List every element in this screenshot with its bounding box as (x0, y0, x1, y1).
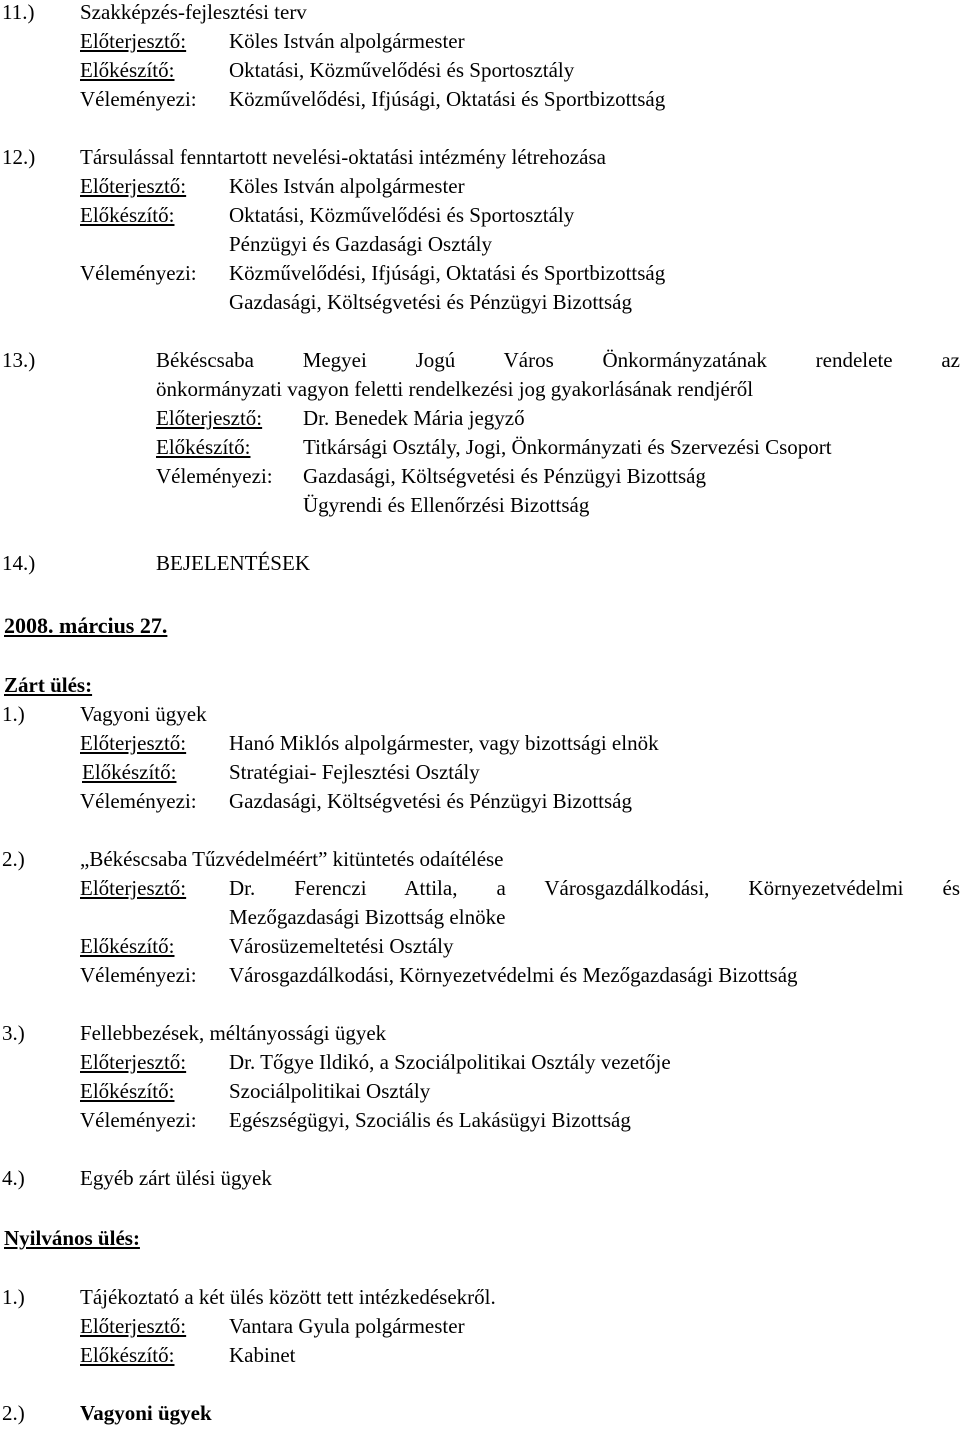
role-label-preparer: Előkészítő: (80, 1079, 175, 1103)
role-value: Hanó Miklós alpolgármester, vagy bizottsági elnök (229, 731, 659, 755)
role-value: Gazdasági, Költségvetési és Pénzügyi Bizottság (229, 789, 632, 813)
role-value: Kabinet (229, 1343, 296, 1367)
role-label-reviewer: Véleményezi: (156, 464, 273, 488)
item-number: 13.) (2, 348, 36, 372)
role-label-reviewer: Véleményezi: (80, 1108, 197, 1132)
section-heading-closed-session: Zárt ülés: (4, 673, 93, 697)
role-value: Stratégiai- Fejlesztési Osztály (229, 760, 480, 784)
role-label-preparer: Előkészítő: (80, 58, 175, 82)
role-label-reviewer: Véleményezi: (80, 963, 197, 987)
item-number: 3.) (2, 1021, 25, 1045)
role-value: Pénzügyi és Gazdasági Osztály (229, 232, 493, 256)
role-value: Ügyrendi és Ellenőrzési Bizottság (303, 493, 590, 517)
role-value: Titkársági Osztály, Jogi, Önkormányzati és Szervezési Csoport (303, 435, 832, 459)
role-label-presenter: Előterjesztő: (80, 731, 187, 755)
item-number: 12.) (2, 145, 36, 169)
role-value: Városüzemeltetési Osztály (229, 934, 454, 958)
role-value: Köles István alpolgármester (229, 29, 465, 53)
role-value: Dr. Benedek Mária jegyző (303, 406, 525, 430)
role-value: Gazdasági, Költségvetési és Pénzügyi Bizottság (303, 464, 706, 488)
role-value: Mezőgazdasági Bizottság elnöke (229, 905, 506, 929)
role-label-preparer: Előkészítő: (156, 435, 251, 459)
role-value: Közművelődési, Ifjúsági, Oktatási és Sportbizottság (229, 87, 666, 111)
role-label-preparer: Előkészítő: (80, 203, 175, 227)
role-value: Köles István alpolgármester (229, 174, 465, 198)
item-number: 2.) (2, 1401, 25, 1425)
role-value: Oktatási, Közművelődési és Sportosztály (229, 203, 575, 227)
role-value: Oktatási, Közművelődési és Sportosztály (229, 58, 575, 82)
item-title: Fellebbezések, méltányossági ügyek (80, 1021, 387, 1045)
role-value: Dr. Ferenczi Attila, a Városgazdálkodási, Környezetvédelmi és (229, 876, 960, 900)
item-number: 14.) (2, 551, 36, 575)
role-value: Városgazdálkodási, Környezetvédelmi és Mezőgazdasági Bizottság (229, 963, 798, 987)
item-title: Tájékoztató a két ülés között tett intézkedésekről. (80, 1285, 496, 1309)
role-label-preparer: Előkészítő: (80, 1343, 175, 1367)
item-number: 11.) (2, 0, 35, 24)
role-label-preparer: Előkészítő: (82, 760, 177, 784)
item-number: 4.) (2, 1166, 25, 1190)
section-heading-public-session: Nyilvános ülés: (4, 1226, 140, 1250)
role-label-reviewer: Véleményezi: (80, 789, 197, 813)
item-title: Szakképzés-fejlesztési terv (80, 0, 307, 24)
item-number: 1.) (2, 1285, 25, 1309)
item-number: 2.) (2, 847, 25, 871)
role-label-preparer: Előkészítő: (80, 934, 175, 958)
role-label-presenter: Előterjesztő: (80, 174, 187, 198)
role-value: Dr. Tőgye Ildikó, a Szociálpolitikai Osztály vezetője (229, 1050, 671, 1074)
role-label-presenter: Előterjesztő: (156, 406, 263, 430)
item-title-continuation: önkormányzati vagyon feletti rendelkezési jog gyakorlásának rendjéről (156, 377, 754, 401)
item-title: Társulással fenntartott nevelési-oktatási intézmény létrehozása (80, 145, 606, 169)
role-value: Gazdasági, Költségvetési és Pénzügyi Bizottság (229, 290, 632, 314)
item-title: Vagyoni ügyek (80, 702, 207, 726)
role-value: Szociálpolitikai Osztály (229, 1079, 431, 1103)
role-label-presenter: Előterjesztő: (80, 1314, 187, 1338)
role-value: Közművelődési, Ifjúsági, Oktatási és Sportbizottság (229, 261, 666, 285)
role-value: Vantara Gyula polgármester (229, 1314, 465, 1338)
role-label-presenter: Előterjesztő: (80, 29, 187, 53)
role-label-presenter: Előterjesztő: (80, 1050, 187, 1074)
role-label-reviewer: Véleményezi: (80, 87, 197, 111)
item-number: 1.) (2, 702, 25, 726)
item-title: Egyéb zárt ülési ügyek (80, 1166, 272, 1190)
item-title: Békéscsaba Megyei Jogú Város Önkormányzatának rendelete az (156, 348, 960, 372)
role-value: Egészségügyi, Szociális és Lakásügyi Bizottság (229, 1108, 631, 1132)
item-title: Vagyoni ügyek (80, 1401, 212, 1425)
date-heading: 2008. március 27. (4, 613, 168, 638)
item-title: „Békéscsaba Tűzvédelméért” kitüntetés odaítélése (80, 847, 504, 871)
role-label-reviewer: Véleményezi: (80, 261, 197, 285)
role-label-presenter: Előterjesztő: (80, 876, 187, 900)
item-title: BEJELENTÉSEK (156, 551, 310, 575)
